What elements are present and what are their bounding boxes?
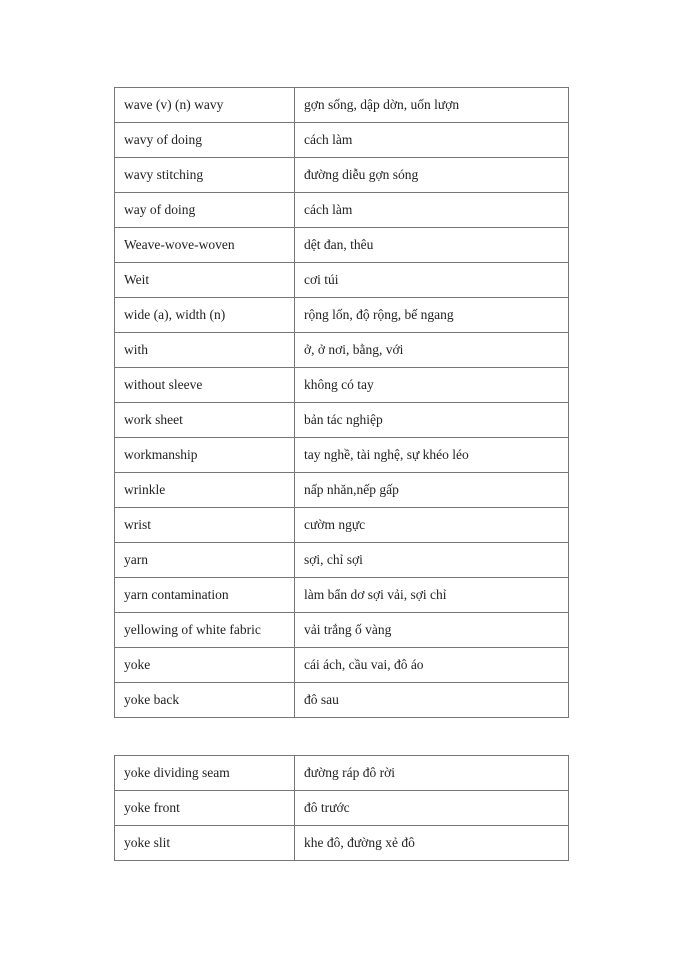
table-row <box>115 228 569 263</box>
english-term-cell: without sleeve <box>115 368 295 403</box>
table-row <box>115 368 569 403</box>
vietnamese-meaning-cell: cách làm <box>295 123 569 158</box>
table-row <box>115 791 569 826</box>
english-term-cell: yarn contamination <box>115 578 295 613</box>
table-row <box>115 578 569 613</box>
english-term-cell: wave (v) (n) wavy <box>115 88 295 123</box>
vietnamese-meaning-cell: khe đô, đường xẻ đô <box>295 826 569 861</box>
english-term-cell: yoke slit <box>115 826 295 861</box>
table-row <box>115 438 569 473</box>
english-term-cell: yoke back <box>115 683 295 718</box>
table-row <box>115 648 569 683</box>
vietnamese-meaning-cell: không có tay <box>295 368 569 403</box>
table-row <box>115 298 569 333</box>
vietnamese-meaning-cell: bản tác nghiệp <box>295 403 569 438</box>
table-row <box>115 403 569 438</box>
english-term-cell: yarn <box>115 543 295 578</box>
vietnamese-meaning-cell: cách làm <box>295 193 569 228</box>
table-row <box>115 683 569 718</box>
table-row <box>115 473 569 508</box>
vietnamese-meaning-cell: cơi túi <box>295 263 569 298</box>
table-row <box>115 613 569 648</box>
vietnamese-meaning-cell: nấp nhăn,nếp gấp <box>295 473 569 508</box>
table-row <box>115 158 569 193</box>
english-term-cell: with <box>115 333 295 368</box>
english-term-cell: way of doing <box>115 193 295 228</box>
vietnamese-meaning-cell: đường diễu gợn sóng <box>295 158 569 193</box>
vietnamese-meaning-cell: đô trước <box>295 791 569 826</box>
english-term-cell: wavy of doing <box>115 123 295 158</box>
english-term-cell: yellowing of white fabric <box>115 613 295 648</box>
english-term-cell: Weave-wove-woven <box>115 228 295 263</box>
english-term-cell: yoke front <box>115 791 295 826</box>
table-row <box>115 756 569 791</box>
english-term-cell: wide (a), width (n) <box>115 298 295 333</box>
table-row <box>115 193 569 228</box>
english-term-cell: yoke dividing seam <box>115 756 295 791</box>
vietnamese-meaning-cell: sợi, chỉ sợi <box>295 543 569 578</box>
table-row <box>115 263 569 298</box>
english-term-cell: workmanship <box>115 438 295 473</box>
glossary-table-2 <box>114 755 569 861</box>
vietnamese-meaning-cell: đường ráp đô rời <box>295 756 569 791</box>
glossary-table-1 <box>114 87 569 718</box>
english-term-cell: Weit <box>115 263 295 298</box>
vietnamese-meaning-cell: gợn sống, dập dờn, uốn lượn <box>295 88 569 123</box>
english-term-cell: yoke <box>115 648 295 683</box>
vietnamese-meaning-cell: vải trắng ố vàng <box>295 613 569 648</box>
vietnamese-meaning-cell: rộng lốn, độ rộng, bế ngang <box>295 298 569 333</box>
vietnamese-meaning-cell: đô sau <box>295 683 569 718</box>
vietnamese-meaning-cell: làm bẩn dơ sợi vải, sợi chỉ <box>295 578 569 613</box>
english-term-cell: wrist <box>115 508 295 543</box>
vietnamese-meaning-cell: cái ách, cầu vai, đô áo <box>295 648 569 683</box>
table-row <box>115 508 569 543</box>
english-term-cell: work sheet <box>115 403 295 438</box>
vietnamese-meaning-cell: dệt đan, thêu <box>295 228 569 263</box>
english-term-cell: wrinkle <box>115 473 295 508</box>
table-row <box>115 543 569 578</box>
table-row <box>115 88 569 123</box>
english-term-cell: wavy stitching <box>115 158 295 193</box>
vietnamese-meaning-cell: ở, ở nơi, bằng, với <box>295 333 569 368</box>
table-row <box>115 826 569 861</box>
vietnamese-meaning-cell: tay nghề, tài nghệ, sự khéo léo <box>295 438 569 473</box>
vietnamese-meaning-cell: cườm ngực <box>295 508 569 543</box>
table-row <box>115 123 569 158</box>
table-row <box>115 333 569 368</box>
